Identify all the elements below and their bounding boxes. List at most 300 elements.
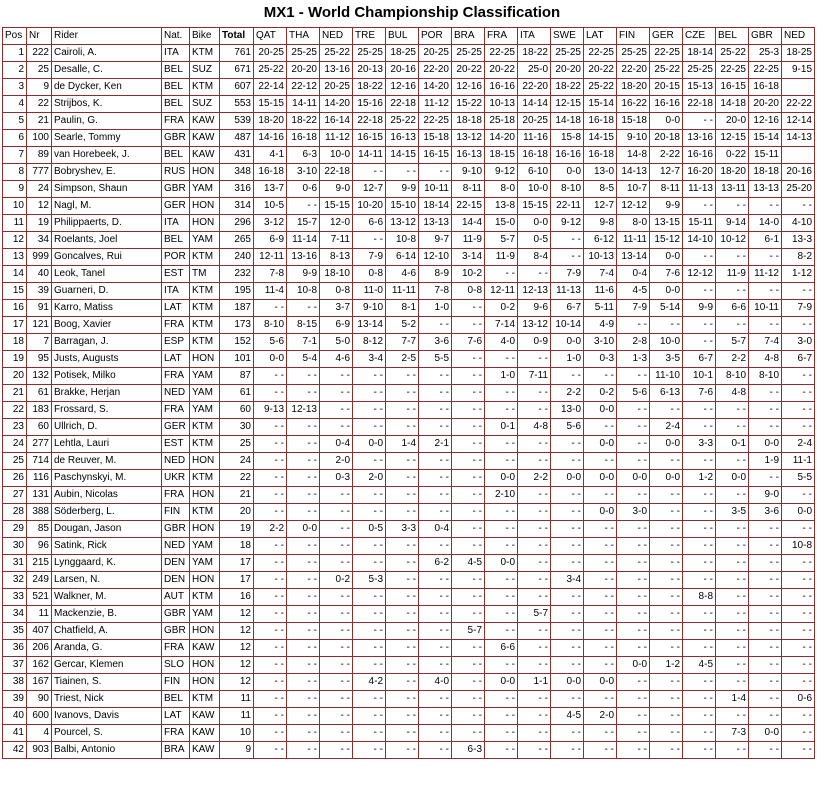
total-cell: 314	[220, 198, 254, 215]
race-result-cell: 10-1	[683, 368, 716, 385]
column-header: Rider	[52, 28, 162, 45]
number-cell: 183	[27, 402, 52, 419]
number-cell: 91	[27, 300, 52, 317]
race-result-cell: - -	[716, 623, 749, 640]
race-result-cell: 10-14	[551, 317, 584, 334]
bike-cell: HON	[190, 351, 220, 368]
race-result-cell: - -	[683, 419, 716, 436]
race-result-cell: 9-0	[320, 181, 353, 198]
race-result-cell: 2-2	[254, 521, 287, 538]
race-result-cell: 5-7	[452, 623, 485, 640]
race-result-cell: - -	[254, 470, 287, 487]
race-result-cell: 7-6	[452, 334, 485, 351]
race-result-cell: 5-11	[584, 300, 617, 317]
race-result-cell: - -	[353, 385, 386, 402]
race-result-cell: - -	[782, 317, 815, 334]
race-result-cell: 15-11	[683, 215, 716, 232]
race-result-cell: 22-18	[683, 96, 716, 113]
position-cell: 37	[3, 657, 27, 674]
number-cell: 277	[27, 436, 52, 453]
race-result-cell: - -	[287, 436, 320, 453]
race-result-cell: - -	[386, 640, 419, 657]
race-result-cell: - -	[683, 504, 716, 521]
race-result-cell: 10-8	[782, 538, 815, 555]
race-result-cell: 1-4	[386, 436, 419, 453]
race-result-cell: - -	[617, 317, 650, 334]
race-result-cell: 20-22	[485, 62, 518, 79]
race-result-cell: - -	[386, 487, 419, 504]
table-row	[3, 283, 815, 300]
race-result-cell: - -	[419, 368, 452, 385]
race-result-cell: 22-25	[749, 62, 782, 79]
bike-cell: HON	[190, 674, 220, 691]
table-row	[3, 113, 815, 130]
race-result-cell: 18-15	[485, 147, 518, 164]
table-row	[3, 453, 815, 470]
race-result-cell: 22-18	[320, 164, 353, 181]
nationality-cell: DEN	[162, 572, 190, 589]
race-result-cell: - -	[782, 589, 815, 606]
total-cell: 20	[220, 504, 254, 521]
race-result-cell: 9-6	[518, 300, 551, 317]
total-cell: 9	[220, 742, 254, 759]
race-result-cell: 18-14	[419, 198, 452, 215]
race-result-cell: 15-18	[419, 130, 452, 147]
race-result-cell: 10-8	[386, 232, 419, 249]
race-result-cell: 18-20	[617, 79, 650, 96]
race-result-cell: - -	[551, 691, 584, 708]
race-result-cell: - -	[551, 538, 584, 555]
position-cell: 26	[3, 470, 27, 487]
race-result-cell: 8-1	[386, 300, 419, 317]
race-result-cell: - -	[386, 453, 419, 470]
race-result-cell: - -	[386, 385, 419, 402]
race-result-cell: - -	[518, 487, 551, 504]
race-result-cell: - -	[518, 691, 551, 708]
rider-cell: Desalle, C.	[52, 62, 162, 79]
position-cell: 41	[3, 725, 27, 742]
race-result-cell: - -	[452, 504, 485, 521]
race-result-cell: - -	[320, 402, 353, 419]
total-cell: 12	[220, 606, 254, 623]
position-cell: 11	[3, 215, 27, 232]
race-result-cell: - -	[485, 623, 518, 640]
race-result-cell: 7-4	[749, 334, 782, 351]
race-result-cell: 6-9	[320, 317, 353, 334]
bike-cell: KAW	[190, 640, 220, 657]
race-result-cell: - -	[749, 674, 782, 691]
number-cell: 131	[27, 487, 52, 504]
race-result-cell: - -	[353, 742, 386, 759]
nationality-cell: NED	[162, 453, 190, 470]
race-result-cell: 0-1	[485, 419, 518, 436]
total-cell: 22	[220, 470, 254, 487]
race-result-cell: - -	[584, 623, 617, 640]
race-result-cell: 2-8	[617, 334, 650, 351]
race-result-cell: - -	[386, 606, 419, 623]
race-result-cell: 2-4	[782, 436, 815, 453]
race-result-cell: - -	[353, 708, 386, 725]
race-result-cell: 0-0	[485, 470, 518, 487]
race-result-cell: 12-7	[353, 181, 386, 198]
bike-cell: KTM	[190, 436, 220, 453]
race-result-cell: 16-22	[617, 96, 650, 113]
race-result-cell: - -	[551, 555, 584, 572]
nationality-cell: EST	[162, 266, 190, 283]
number-cell: 96	[27, 538, 52, 555]
race-result-cell: 15-14	[749, 130, 782, 147]
race-result-cell: 16-18	[254, 164, 287, 181]
race-result-cell: 14-20	[320, 96, 353, 113]
total-cell: 761	[220, 45, 254, 62]
race-result-cell: 15-15	[254, 96, 287, 113]
nationality-cell: GBR	[162, 130, 190, 147]
position-cell: 34	[3, 606, 27, 623]
race-result-cell: 16-18	[749, 79, 782, 96]
race-result-cell: 5-7	[485, 232, 518, 249]
race-result-cell: - -	[518, 555, 551, 572]
race-result-cell: 10-0	[320, 147, 353, 164]
race-result-cell: - -	[716, 419, 749, 436]
nationality-cell: DEN	[162, 555, 190, 572]
race-result-cell: 25-22	[320, 45, 353, 62]
race-result-cell: 1-9	[749, 453, 782, 470]
position-cell: 29	[3, 521, 27, 538]
race-result-cell: 25-22	[584, 79, 617, 96]
bike-cell: KTM	[190, 317, 220, 334]
column-header: BEL	[716, 28, 749, 45]
race-result-cell: 12-15	[551, 96, 584, 113]
race-result-cell: - -	[419, 572, 452, 589]
race-result-cell: 0-6	[287, 181, 320, 198]
race-result-cell: - -	[617, 725, 650, 742]
race-result-cell: - -	[749, 470, 782, 487]
race-result-cell: - -	[320, 589, 353, 606]
race-result-cell: - -	[617, 487, 650, 504]
table-row	[3, 504, 815, 521]
total-cell: 24	[220, 453, 254, 470]
rider-cell: Pourcel, S.	[52, 725, 162, 742]
race-result-cell: 11-4	[254, 283, 287, 300]
race-result-cell: - -	[452, 351, 485, 368]
number-cell: 9	[27, 79, 52, 96]
race-result-cell: - -	[386, 402, 419, 419]
bike-cell: YAM	[190, 368, 220, 385]
race-result-cell: - -	[386, 708, 419, 725]
number-cell: 999	[27, 249, 52, 266]
race-result-cell: - -	[452, 385, 485, 402]
number-cell: 34	[27, 232, 52, 249]
race-result-cell: - -	[452, 402, 485, 419]
race-result-cell: 0-8	[452, 283, 485, 300]
race-result-cell: 8-11	[650, 181, 683, 198]
race-result-cell: - -	[353, 419, 386, 436]
race-result-cell: 0-0	[551, 470, 584, 487]
race-result-cell: 8-10	[551, 181, 584, 198]
race-result-cell: 13-16	[320, 62, 353, 79]
race-result-cell: - -	[749, 589, 782, 606]
column-header: FRA	[485, 28, 518, 45]
race-result-cell: - -	[353, 640, 386, 657]
race-result-cell: 11-13	[551, 283, 584, 300]
race-result-cell: - -	[452, 589, 485, 606]
race-result-cell: 0-0	[518, 215, 551, 232]
race-result-cell: 12-16	[749, 113, 782, 130]
bike-cell: KTM	[190, 79, 220, 96]
race-result-cell: 22-12	[287, 79, 320, 96]
race-result-cell: - -	[386, 555, 419, 572]
race-result-cell: 6-7	[683, 351, 716, 368]
race-result-cell: 1-3	[617, 351, 650, 368]
column-header: ITA	[518, 28, 551, 45]
race-result-cell: 9-7	[419, 232, 452, 249]
race-result-cell: 9-9	[386, 181, 419, 198]
race-result-cell: 9-10	[353, 300, 386, 317]
race-result-cell: 10-7	[617, 181, 650, 198]
nationality-cell: EST	[162, 436, 190, 453]
position-cell: 23	[3, 419, 27, 436]
rider-cell: Gercar, Klemen	[52, 657, 162, 674]
race-result-cell: 15-11	[749, 147, 782, 164]
race-result-cell: 3-4	[353, 351, 386, 368]
table-row	[3, 79, 815, 96]
rider-cell: van Horebeek, J.	[52, 147, 162, 164]
race-result-cell: 22-14	[254, 79, 287, 96]
race-result-cell: 11-6	[584, 283, 617, 300]
race-result-cell: 1-0	[485, 368, 518, 385]
race-result-cell: 0-4	[320, 436, 353, 453]
race-result-cell: 0-5	[518, 232, 551, 249]
race-result-cell: - -	[749, 742, 782, 759]
race-result-cell: 0-0	[716, 470, 749, 487]
position-cell: 5	[3, 113, 27, 130]
race-result-cell: 1-2	[683, 470, 716, 487]
race-result-cell: - -	[287, 572, 320, 589]
bike-cell: KTM	[190, 419, 220, 436]
race-result-cell: - -	[419, 470, 452, 487]
bike-cell: HON	[190, 657, 220, 674]
race-result-cell: 5-7	[716, 334, 749, 351]
table-row	[3, 402, 815, 419]
race-result-cell: - -	[452, 725, 485, 742]
race-result-cell: 12-12	[683, 266, 716, 283]
nationality-cell: BEL	[162, 62, 190, 79]
race-result-cell: - -	[650, 538, 683, 555]
race-result-cell: - -	[782, 402, 815, 419]
race-result-cell: 0-22	[716, 147, 749, 164]
number-cell: 89	[27, 147, 52, 164]
race-result-cell: 0-0	[353, 436, 386, 453]
race-result-cell: 15-12	[650, 232, 683, 249]
nationality-cell: FRA	[162, 725, 190, 742]
race-result-cell: 10-0	[518, 181, 551, 198]
race-result-cell: 14-15	[386, 147, 419, 164]
race-result-cell: 1-2	[650, 657, 683, 674]
bike-cell: YAM	[190, 402, 220, 419]
race-result-cell: - -	[716, 572, 749, 589]
race-result-cell: 11-9	[485, 249, 518, 266]
race-result-cell: 6-7	[551, 300, 584, 317]
race-result-cell: 12-13	[518, 283, 551, 300]
race-result-cell: 1-12	[782, 266, 815, 283]
race-result-cell: 20-20	[749, 96, 782, 113]
total-cell: 539	[220, 113, 254, 130]
bike-cell: HON	[190, 215, 220, 232]
race-result-cell: - -	[419, 419, 452, 436]
bike-cell: YAM	[190, 555, 220, 572]
race-result-cell: 18-25	[386, 45, 419, 62]
race-result-cell: - -	[683, 555, 716, 572]
nationality-cell: FRA	[162, 317, 190, 334]
race-result-cell: - -	[749, 623, 782, 640]
column-header: Total	[220, 28, 254, 45]
race-result-cell: - -	[617, 436, 650, 453]
race-result-cell: 0-9	[518, 334, 551, 351]
race-result-cell: 11-16	[518, 130, 551, 147]
race-result-cell: 0-2	[485, 300, 518, 317]
race-result-cell: 10-5	[254, 198, 287, 215]
race-result-cell: - -	[419, 402, 452, 419]
race-result-cell: 0-0	[650, 283, 683, 300]
position-cell: 3	[3, 79, 27, 96]
race-result-cell: - -	[518, 504, 551, 521]
column-header: QAT	[254, 28, 287, 45]
race-result-cell: - -	[320, 742, 353, 759]
race-result-cell: 0-0	[584, 402, 617, 419]
race-result-cell: 14-20	[485, 130, 518, 147]
race-result-cell: - -	[551, 232, 584, 249]
total-cell: 87	[220, 368, 254, 385]
race-result-cell: 10-11	[419, 181, 452, 198]
bike-cell: KAW	[190, 708, 220, 725]
race-result-cell: - -	[419, 691, 452, 708]
race-result-cell: 5-5	[782, 470, 815, 487]
number-cell: 90	[27, 691, 52, 708]
race-result-cell: 0-6	[782, 691, 815, 708]
race-result-cell: - -	[584, 487, 617, 504]
position-cell: 8	[3, 164, 27, 181]
race-result-cell: 9-8	[584, 215, 617, 232]
race-result-cell: 13-3	[782, 232, 815, 249]
bike-cell: HON	[190, 623, 220, 640]
race-result-cell: 16-16	[551, 147, 584, 164]
total-cell: 232	[220, 266, 254, 283]
race-result-cell: - -	[617, 555, 650, 572]
race-result-cell: - -	[485, 606, 518, 623]
race-result-cell: - -	[353, 606, 386, 623]
race-result-cell: 22-25	[584, 45, 617, 62]
race-result-cell: - -	[782, 283, 815, 300]
race-result-cell: - -	[782, 419, 815, 436]
race-result-cell: 2-1	[419, 436, 452, 453]
rider-cell: Walkner, M.	[52, 589, 162, 606]
race-result-cell: - -	[551, 453, 584, 470]
race-result-cell: 6-3	[287, 147, 320, 164]
race-result-cell: - -	[683, 487, 716, 504]
bike-cell: KAW	[190, 147, 220, 164]
race-result-cell: - -	[254, 538, 287, 555]
total-cell: 607	[220, 79, 254, 96]
race-result-cell: 12-10	[419, 249, 452, 266]
race-result-cell: 0-0	[584, 504, 617, 521]
race-result-cell: 10-20	[353, 198, 386, 215]
race-result-cell: - -	[353, 691, 386, 708]
race-result-cell: 8-10	[749, 368, 782, 385]
race-result-cell: 9-9	[287, 266, 320, 283]
race-result-cell: - -	[419, 538, 452, 555]
race-result-cell: - -	[782, 674, 815, 691]
total-cell: 18	[220, 538, 254, 555]
race-result-cell: 8-5	[584, 181, 617, 198]
race-result-cell: - -	[551, 725, 584, 742]
race-result-cell: - -	[749, 521, 782, 538]
race-result-cell: 7-9	[551, 266, 584, 283]
race-result-cell: 14-8	[617, 147, 650, 164]
race-result-cell: 5-0	[320, 334, 353, 351]
race-result-cell: 13-14	[353, 317, 386, 334]
race-result-cell: - -	[716, 538, 749, 555]
nationality-cell: LAT	[162, 351, 190, 368]
race-result-cell: - -	[518, 538, 551, 555]
race-result-cell: 18-22	[518, 45, 551, 62]
table-row	[3, 317, 815, 334]
rider-cell: Barragan, J.	[52, 334, 162, 351]
race-result-cell: 14-18	[551, 113, 584, 130]
race-result-cell: 25-22	[716, 45, 749, 62]
race-result-cell: 0-4	[617, 266, 650, 283]
race-result-cell: - -	[254, 300, 287, 317]
race-result-cell: 15-13	[683, 79, 716, 96]
race-result-cell: - -	[617, 589, 650, 606]
race-result-cell: 12-11	[254, 249, 287, 266]
race-result-cell: - -	[485, 538, 518, 555]
race-result-cell: - -	[320, 504, 353, 521]
race-result-cell: - -	[650, 589, 683, 606]
race-result-cell: 12-7	[650, 164, 683, 181]
nationality-cell: GBR	[162, 521, 190, 538]
race-result-cell: - -	[452, 572, 485, 589]
table-row	[3, 181, 815, 198]
race-result-cell: - -	[584, 657, 617, 674]
race-result-cell: 12-15	[716, 130, 749, 147]
race-result-cell: - -	[683, 725, 716, 742]
race-result-cell: - -	[320, 419, 353, 436]
race-result-cell: - -	[716, 708, 749, 725]
number-cell: 249	[27, 572, 52, 589]
race-result-cell: 6-12	[584, 232, 617, 249]
race-result-cell: - -	[386, 589, 419, 606]
race-result-cell: 20-20	[287, 62, 320, 79]
table-row	[3, 640, 815, 657]
race-result-cell: - -	[485, 708, 518, 725]
table-row	[3, 300, 815, 317]
race-result-cell: 9-13	[254, 402, 287, 419]
race-result-cell: 3-10	[287, 164, 320, 181]
race-result-cell: 0-3	[320, 470, 353, 487]
race-result-cell: 16-13	[452, 147, 485, 164]
race-result-cell: - -	[254, 623, 287, 640]
race-result-cell: - -	[320, 640, 353, 657]
total-cell: 265	[220, 232, 254, 249]
race-result-cell: - -	[518, 453, 551, 470]
race-result-cell: 3-5	[716, 504, 749, 521]
number-cell: 21	[27, 113, 52, 130]
table-row	[3, 725, 815, 742]
race-result-cell: 9-9	[683, 300, 716, 317]
nationality-cell: LAT	[162, 300, 190, 317]
race-result-cell: 0-0	[782, 504, 815, 521]
position-cell: 30	[3, 538, 27, 555]
